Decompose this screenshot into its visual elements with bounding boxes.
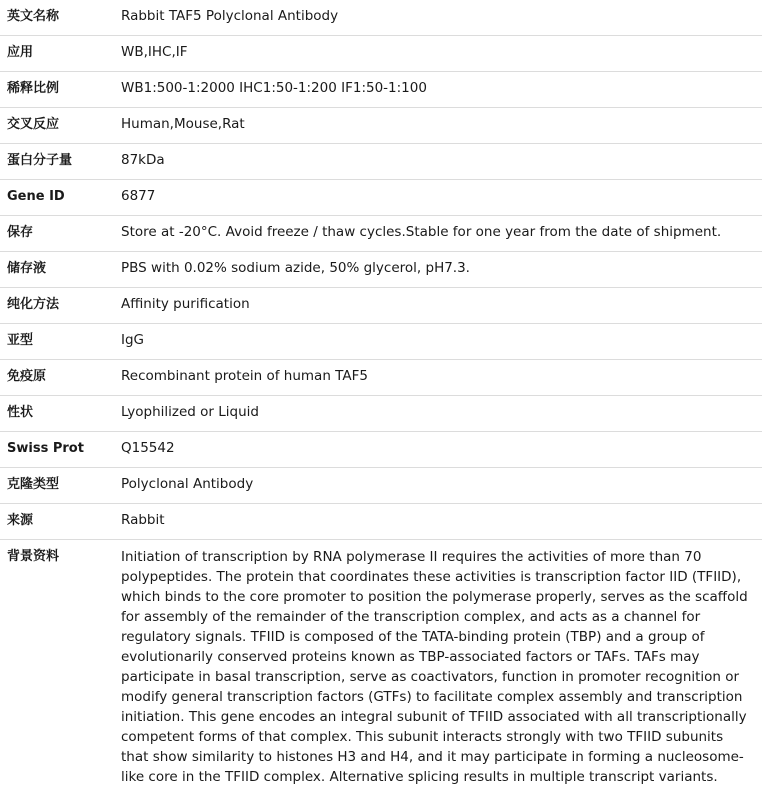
spec-value: Lyophilized or Liquid [118, 396, 762, 432]
spec-label: 稀释比例 [0, 72, 118, 108]
spec-row-buffer [0, 252, 762, 288]
spec-label: 英文名称 [0, 0, 118, 36]
spec-label: 蛋白分子量 [0, 144, 118, 180]
spec-value: WB1:500-1:2000 IHC1:50-1:200 IF1:50-1:100 [118, 72, 762, 108]
spec-label: Swiss Prot [0, 432, 118, 468]
spec-value: 6877 [118, 180, 762, 216]
spec-label: Gene ID [0, 180, 118, 216]
spec-label: 性状 [0, 396, 118, 432]
spec-label: 储存液 [0, 252, 118, 288]
spec-value: Polyclonal Antibody [118, 468, 762, 504]
spec-row-english-name [0, 0, 762, 36]
spec-row-immunogen [0, 360, 762, 396]
spec-value: Store at -20°C. Avoid freeze / thaw cycles.Stable for one year from the date of shipment. [118, 216, 762, 252]
spec-value: WB,IHC,IF [118, 36, 762, 72]
spec-row-host [0, 504, 762, 540]
spec-row-application [0, 36, 762, 72]
spec-value: PBS with 0.02% sodium azide, 50% glycerol, pH7.3. [118, 252, 762, 288]
spec-label: 来源 [0, 504, 118, 540]
spec-value: Human,Mouse,Rat [118, 108, 762, 144]
spec-value: 87kDa [118, 144, 762, 180]
spec-value: IgG [118, 324, 762, 360]
spec-value: Q15542 [118, 432, 762, 468]
spec-row-purification [0, 288, 762, 324]
spec-row-clonality [0, 468, 762, 504]
spec-value: Affinity purification [118, 288, 762, 324]
spec-label: 交叉反应 [0, 108, 118, 144]
spec-label: 背景资料 [0, 540, 118, 787]
spec-row-molecular-weight [0, 144, 762, 180]
spec-row-storage [0, 216, 762, 252]
spec-label: 免疫原 [0, 360, 118, 396]
spec-row-gene-id [0, 180, 762, 216]
spec-label: 纯化方法 [0, 288, 118, 324]
spec-background-text: Initiation of transcription by RNA polymerase II requires the activities of more than 70 polypeptides. The protein that coordinates these activities is transcription factor IID (TFIID), which binds to the core promoter to position the polymerase properly, serves as the scaffold for assembly of the remainder of the transcription complex, and acts as a channel for regulatory signals. TFIID is composed of the TATA-binding protein (TBP) and a group of evolutionarily conserved proteins known as TBP-associated factors or TAFs. TAFs may participate in basal transcription, serve as coactivators, function in promoter recognition or modify general transcription factors (GTFs) to facilitate complex assembly and transcription initiation. This gene encodes an integral subunit of TFIID associated with all transcriptionally competent forms of that complex. This subunit interacts strongly with two TFIID subunits that show similarity to histones H3 and H4, and it may participate in forming a nucleosome-like core in the TFIID complex. Alternative splicing results in multiple transcript variants. [118, 540, 762, 787]
spec-row-reactivity [0, 108, 762, 144]
spec-value: Rabbit TAF5 Polyclonal Antibody [118, 0, 762, 36]
spec-row-background [0, 540, 762, 787]
spec-label: 亚型 [0, 324, 118, 360]
spec-label: 保存 [0, 216, 118, 252]
spec-row-form [0, 396, 762, 432]
spec-label: 应用 [0, 36, 118, 72]
spec-value: Rabbit [118, 504, 762, 540]
spec-row-isotype [0, 324, 762, 360]
spec-value: Recombinant protein of human TAF5 [118, 360, 762, 396]
spec-row-swiss-prot [0, 432, 762, 468]
spec-row-dilution [0, 72, 762, 108]
spec-label: 克隆类型 [0, 468, 118, 504]
